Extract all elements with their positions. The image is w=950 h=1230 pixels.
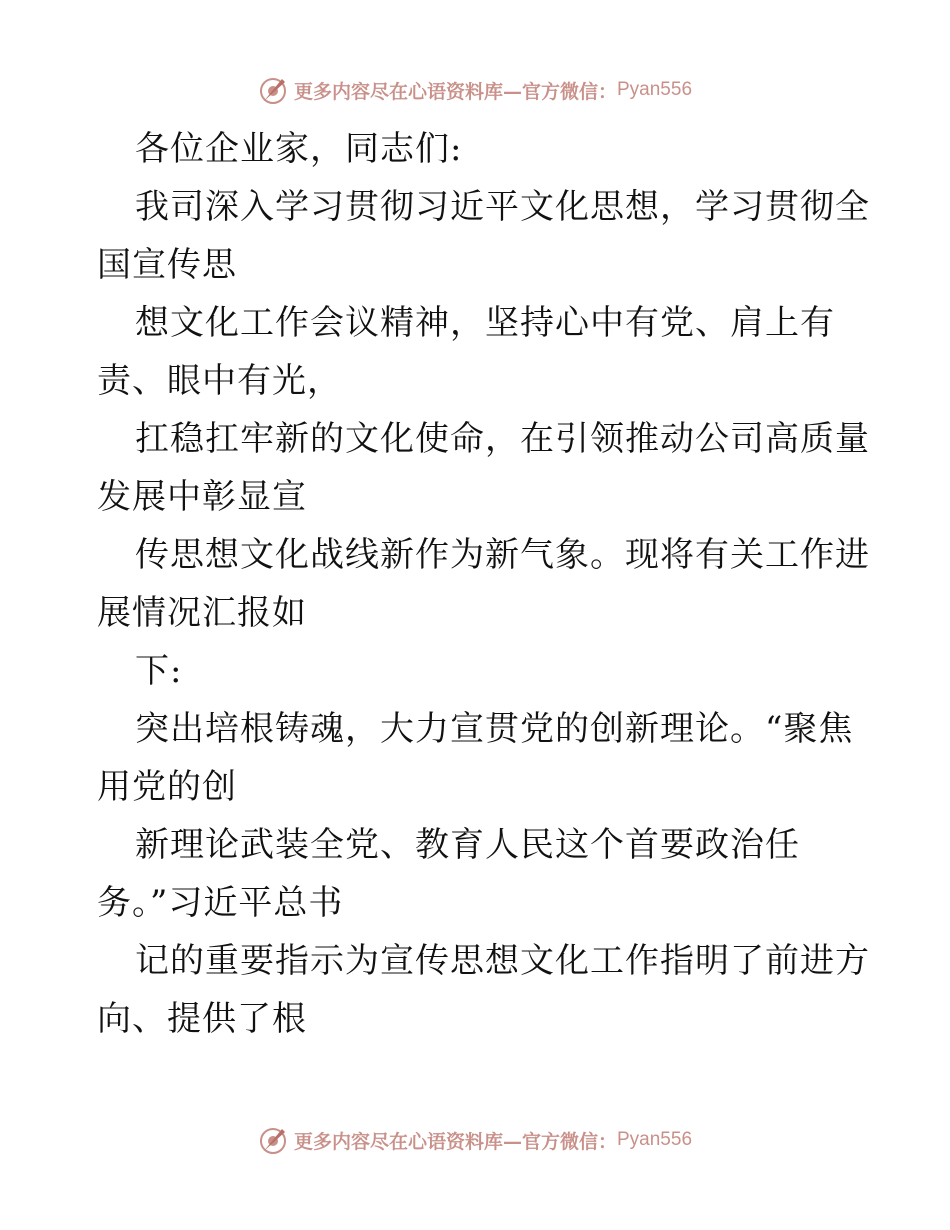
paragraph-line: 展情况汇报如	[97, 593, 307, 633]
paragraph-line: 下:	[135, 651, 183, 691]
paragraph-line: 向、提供了根	[97, 999, 307, 1039]
paragraph-line: 用党的创	[97, 767, 237, 807]
watermark-text: 更多内容尽在心语资料库—官方微信：	[293, 1130, 617, 1153]
paragraph-line: 发展中彰显宣	[97, 477, 307, 517]
watermark-text: 更多内容尽在心语资料库—官方微信：	[293, 80, 617, 103]
salutation-line: 各位企业家，同志们:	[135, 129, 463, 169]
quill-logo-icon	[258, 1125, 288, 1155]
paragraph-line: 记的重要指示为宣传思想文化工作指明了前进方	[135, 941, 870, 981]
paragraph-line: 责、眼中有光，	[97, 361, 342, 401]
paragraph-line: 扛稳扛牢新的文化使命，在引领推动公司高质量	[135, 419, 870, 459]
paragraph-line: 传思想文化战线新作为新气象。现将有关工作进	[135, 535, 870, 575]
header-watermark	[0, 70, 950, 110]
paragraph-line: 国宣传思	[97, 245, 237, 285]
paragraph-line: 我司深入学习贯彻习近平文化思想，学习贯彻全	[135, 187, 870, 227]
paragraph-line: 务。”习近平总书	[97, 883, 344, 923]
paragraph-line: 新理论武装全党、教育人民这个首要政治任	[135, 825, 800, 865]
watermark-wechat-id: Pyan556	[617, 79, 693, 100]
footer-watermark	[0, 1120, 950, 1160]
quill-logo-icon	[258, 75, 288, 105]
paragraph-line: 突出培根铸魂，大力宣贯党的创新理论。“聚焦	[135, 709, 854, 749]
paragraph-line: 想文化工作会议精神，坚持心中有党、肩上有	[135, 303, 835, 343]
watermark-wechat-id: Pyan556	[617, 1129, 693, 1150]
document-body	[97, 120, 870, 1048]
